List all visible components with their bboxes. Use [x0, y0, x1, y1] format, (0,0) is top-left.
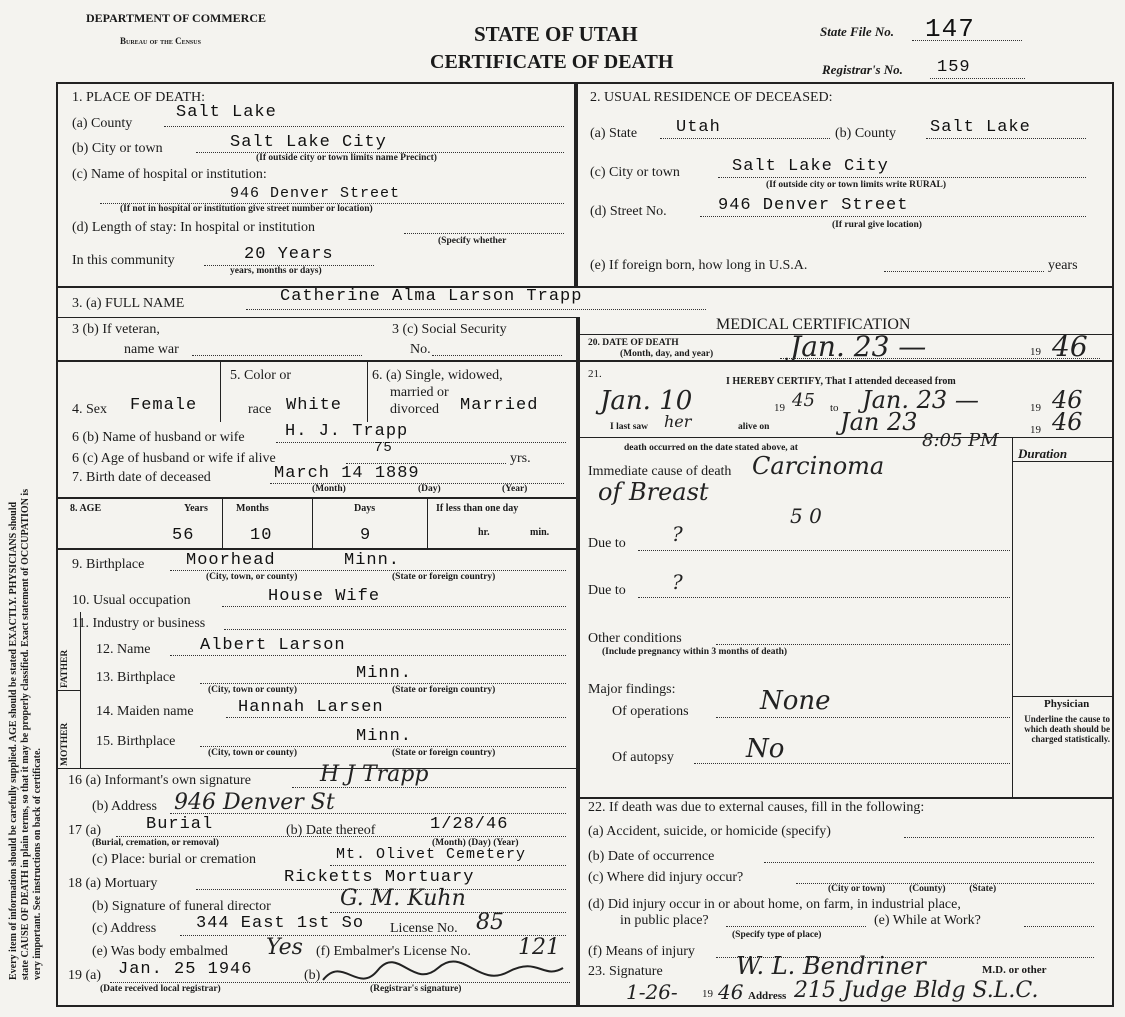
hospital-note: (If not in hospital or institution give street number or location): [120, 204, 373, 214]
father-name-label: 12. Name: [96, 642, 151, 657]
external-f: (f) Means of injury: [588, 944, 695, 959]
attended-to-label: to: [830, 402, 839, 414]
death-county-value: Salt Lake: [176, 103, 277, 122]
embalmer-license-value: 121: [518, 935, 560, 960]
duration-label: Duration: [1018, 446, 1068, 461]
hospital-label: (c) Name of hospital or institution:: [72, 167, 267, 182]
informant-signature: H J Trapp: [320, 762, 429, 787]
external-c: (c) Where did injury occur?: [588, 870, 744, 885]
of-operations-value: None: [760, 686, 831, 716]
external-b: (b) Date of occurrence: [588, 849, 715, 864]
embalmer-license-label: (f) Embalmer's License No.: [316, 944, 471, 959]
mother-bp-city-note: (City, town or county): [208, 748, 298, 758]
last-saw-19: 19: [1030, 424, 1041, 436]
mother-bp-state-note: (State or foreign country): [392, 748, 496, 758]
due-to-2-value: ?: [672, 570, 683, 594]
age-years-label: Years: [184, 503, 208, 514]
immediate-cause-2: of Breast: [598, 478, 709, 506]
side-instructions: [4, 100, 46, 980]
due-to-1-label: Due to: [588, 536, 626, 551]
due-to-2-label: Due to: [588, 583, 626, 598]
attended-to-19: 19: [1030, 402, 1041, 414]
other-conditions-label: Other conditions: [588, 631, 682, 646]
external-e: (e) While at Work?: [874, 913, 981, 928]
external-title: 22. If death was due to external causes, fill in the following:: [588, 800, 925, 815]
age-min-label: min.: [530, 527, 550, 538]
state-file-number: 147: [925, 14, 975, 44]
registrar-sig-note: (Registrar's signature): [370, 984, 462, 994]
burial-date-note: (Month) (Day) (Year): [432, 838, 519, 848]
hospital-value: 946 Denver Street: [230, 185, 401, 202]
spouse-label: 6 (b) Name of husband or wife: [72, 430, 245, 445]
age-months-label: Months: [236, 503, 269, 514]
dept-name: DEPARTMENT OF COMMERCE: [86, 11, 267, 25]
death-city-value: Salt Lake City: [230, 133, 387, 152]
alive-on-label: alive on: [738, 422, 770, 432]
signature-address-label: Address: [748, 990, 787, 1002]
mother-birthplace-value: Minn.: [356, 727, 413, 746]
father-birthplace-label: 13. Birthplace: [96, 670, 176, 685]
occupation-value: House Wife: [268, 587, 381, 606]
birthplace-city: Moorhead: [186, 551, 276, 570]
marital-label-1: 6. (a) Single, widowed,: [372, 368, 503, 383]
other-conditions-note: (Include pregnancy within 3 months of death): [602, 647, 788, 657]
birth-year-note: (Year): [502, 484, 528, 494]
informant-sig-label: 16 (a) Informant's own signature: [68, 773, 251, 788]
full-name-value: Catherine Alma Larson Trapp: [280, 287, 583, 306]
dod-year: 46: [1052, 330, 1088, 363]
major-findings-label: Major findings:: [588, 682, 676, 697]
race-label: race: [248, 402, 272, 417]
due-to-1-value: ?: [672, 522, 683, 546]
mother-side-label: MOTHER: [60, 722, 70, 766]
last-saw-date: Jan 23: [840, 408, 918, 436]
burial-note: (Burial, cremation, or removal): [92, 838, 219, 848]
license-label: License No.: [390, 921, 458, 936]
signature-md-label: M.D. or other: [982, 964, 1047, 976]
burial-label: 17 (a): [68, 823, 102, 838]
birthplace-city-note: (City, town, or county): [206, 572, 298, 582]
mother-name-value: Hannah Larsen: [238, 698, 384, 717]
age-hr-label: hr.: [478, 527, 490, 538]
dod-19: 19: [1030, 346, 1041, 358]
registrar-date-note: (Date received local registrar): [100, 984, 221, 994]
attended-from: Jan. 10: [600, 386, 693, 416]
spouse-age-yrs: yrs.: [510, 451, 531, 466]
burial-date-label: (b) Date thereof: [286, 823, 376, 838]
external-d-2: in public place?: [620, 913, 709, 928]
immediate-cause-duration: 5 0: [790, 504, 822, 528]
last-saw-her: her: [664, 412, 692, 431]
signature-date-year: 46: [718, 980, 744, 1004]
state-title: STATE OF UTAH: [474, 22, 638, 46]
place-of-death-title: 1. PLACE OF DEATH:: [72, 90, 206, 105]
dod-note: (Month, day, and year): [620, 349, 714, 359]
registrar-number: 159: [937, 58, 971, 77]
of-autopsy-label: Of autopsy: [612, 750, 674, 765]
death-county-label: (a) County: [72, 116, 133, 131]
res-city-value: Salt Lake City: [732, 157, 889, 176]
war-label: name war: [124, 342, 179, 357]
registrar-label-19a: 19 (a): [68, 968, 102, 983]
mother-birthplace-label: 15. Birthplace: [96, 734, 176, 749]
residence-title: 2. USUAL RESIDENCE OF DECEASED:: [590, 90, 833, 105]
death-city-label: (b) City or town: [72, 141, 163, 156]
birth-date-value: March 14 1889: [274, 464, 420, 483]
burial-value: Burial: [146, 815, 214, 834]
immediate-cause-label: Immediate cause of death: [588, 464, 732, 479]
burial-place-label: (c) Place: burial or cremation: [92, 852, 257, 867]
age-label: 8. AGE: [70, 503, 102, 514]
res-city-note: (If outside city or town limits write RURAL): [766, 180, 947, 190]
res-state-value: Utah: [676, 118, 721, 137]
res-street-label: (d) Street No.: [590, 204, 667, 219]
community-note: years, months or days): [230, 266, 322, 276]
res-city-label: (c) City or town: [590, 165, 680, 180]
signature-23-label: 23. Signature: [588, 964, 663, 979]
res-street-note: (If rural give location): [832, 220, 922, 230]
res-county-value: Salt Lake: [930, 118, 1031, 137]
dod-20-label: 20. DATE OF DEATH: [588, 338, 679, 348]
age-less-label: If less than one day: [436, 503, 519, 514]
of-autopsy-value: No: [746, 734, 785, 764]
embalmed-label: (e) Was body embalmed: [92, 944, 228, 959]
n21-label: 21.: [588, 368, 602, 380]
signature-address: 215 Judge Bldg S.L.C.: [794, 978, 1039, 1003]
external-d-1: (d) Did injury occur in or about home, on farm, in industrial place,: [588, 897, 961, 912]
registrar-signature: [318, 950, 568, 1000]
full-name-label: 3. (a) FULL NAME: [72, 296, 185, 311]
external-a: (a) Accident, suicide, or homicide (specify): [588, 824, 831, 839]
ssn-no-label: No.: [410, 342, 431, 357]
medical-title: MEDICAL CERTIFICATION: [716, 316, 911, 333]
community-value: 20 Years: [244, 245, 334, 264]
mortuary-address-value: 344 East 1st So: [196, 914, 365, 933]
birth-date-label: 7. Birth date of deceased: [72, 470, 211, 485]
veteran-label: 3 (b) If veteran,: [72, 322, 160, 337]
state-file-label: State File No.: [820, 24, 895, 39]
bureau-name: Bureau of the Census: [120, 36, 201, 46]
informant-address-label: (b) Address: [92, 799, 157, 814]
registrar-label: Registrar's No.: [822, 62, 903, 77]
of-operations-label: Of operations: [612, 704, 689, 719]
marital-label-2: married or: [390, 385, 449, 400]
father-bp-city-note: (City, town or county): [208, 685, 298, 695]
informant-address: 946 Denver St: [174, 790, 335, 815]
last-saw-label: I last saw: [610, 422, 649, 432]
registrar-date-value: Jan. 25 1946: [118, 960, 253, 979]
physician-signature: W. L. Bendriner: [736, 952, 926, 980]
age-days-value: 9: [360, 526, 372, 545]
birth-month-note: (Month): [312, 484, 346, 494]
attended-from-year: 45: [792, 390, 815, 411]
birthplace-label: 9. Birthplace: [72, 557, 145, 572]
immediate-cause-1: Carcinoma: [752, 452, 885, 480]
funeral-director-signature: G. M. Kuhn: [340, 886, 466, 911]
industry-label: 11. Industry or business: [72, 616, 206, 631]
birthplace-state-note: (State or foreign country): [392, 572, 496, 582]
foreign-label: (e) If foreign born, how long in U.S.A.: [590, 258, 808, 273]
father-bp-state-note: (State or foreign country): [392, 685, 496, 695]
certify-label: I HEREBY CERTIFY, That I attended deceased from: [726, 376, 956, 387]
res-county-label: (b) County: [835, 126, 897, 141]
license-value: 85: [476, 910, 504, 935]
father-side-label: FATHER: [60, 649, 70, 688]
spouse-age-value: 75: [374, 440, 393, 456]
external-d-note: (Specify type of place): [732, 930, 822, 940]
registrar-label-19b: (b): [304, 968, 321, 983]
occupation-label: 10. Usual occupation: [72, 593, 191, 608]
birthplace-state: Minn.: [344, 551, 401, 570]
birth-day-note: (Day): [418, 484, 441, 494]
burial-place-value: Mt. Olivet Cemetery: [336, 846, 527, 863]
marital-value: Married: [460, 396, 539, 415]
external-c-note: (City or town) (County) (State): [828, 884, 997, 894]
death-city-note: (If outside city or town limits name Precinct): [256, 153, 437, 163]
attended-to: Jan. 23 —: [862, 386, 979, 414]
length-of-stay-label: (d) Length of stay: In hospital or institution: [72, 220, 316, 235]
spouse-value: H. J. Trapp: [285, 422, 409, 441]
res-street-value: 946 Denver Street: [718, 196, 909, 215]
certificate-title: CERTIFICATE OF DEATH: [430, 51, 674, 73]
burial-date-value: 1/28/46: [430, 815, 509, 834]
signature-date-19: 19: [702, 988, 713, 1000]
res-state-label: (a) State: [590, 126, 638, 141]
race-value: White: [286, 396, 343, 415]
color-label: 5. Color or: [230, 368, 292, 383]
foreign-years-label: years: [1048, 258, 1078, 273]
marital-label-3: divorced: [390, 402, 439, 417]
age-months-value: 10: [250, 526, 273, 545]
mortuary-label: 18 (a) Mortuary: [68, 876, 158, 891]
father-name-value: Albert Larson: [200, 636, 346, 655]
side-instruction-line-3: very important. See instructions on back of certificate.: [32, 748, 43, 980]
death-time: 8:05 PM: [922, 430, 999, 451]
ssn-label: 3 (c) Social Security: [392, 322, 507, 337]
attended-from-19: 19: [774, 402, 785, 414]
attended-to-year: 46: [1052, 386, 1083, 414]
physician-title: Physician: [1044, 698, 1090, 710]
mother-name-label: 14. Maiden name: [96, 704, 194, 719]
funeral-director-label: (b) Signature of funeral director: [92, 899, 271, 914]
mortuary-value: Ricketts Mortuary: [284, 868, 475, 887]
age-days-label: Days: [354, 503, 376, 514]
age-years-value: 56: [172, 526, 195, 545]
dod-value: Jan. 23 —: [790, 330, 927, 363]
death-occurred-label: death occurred on the date stated above, at: [624, 443, 798, 453]
side-instruction-line-2: state CAUSE OF DEATH in plain terms, so that it may be properly classified. Exact statement of OCCUPATION is: [20, 488, 31, 980]
community-label: In this community: [72, 253, 175, 268]
physician-note: Underline the cause to which death should be charged statistically.: [1024, 714, 1110, 744]
sex-label: 4. Sex: [72, 402, 107, 417]
mortuary-address-label: (c) Address: [92, 921, 157, 936]
signature-date: 1-26-: [626, 980, 678, 1004]
sex-value: Female: [130, 396, 198, 415]
last-saw-year: 46: [1052, 408, 1083, 436]
embalmed-value: Yes: [266, 935, 303, 960]
side-instruction-line-1: Every item of information should be carefully supplied. AGE should be stated EXACTLY. PHYSICIANS should: [8, 501, 19, 980]
spouse-age-label: 6 (c) Age of husband or wife if alive: [72, 451, 276, 466]
father-birthplace-value: Minn.: [356, 664, 413, 683]
specify-note: (Specify whether: [438, 236, 507, 246]
